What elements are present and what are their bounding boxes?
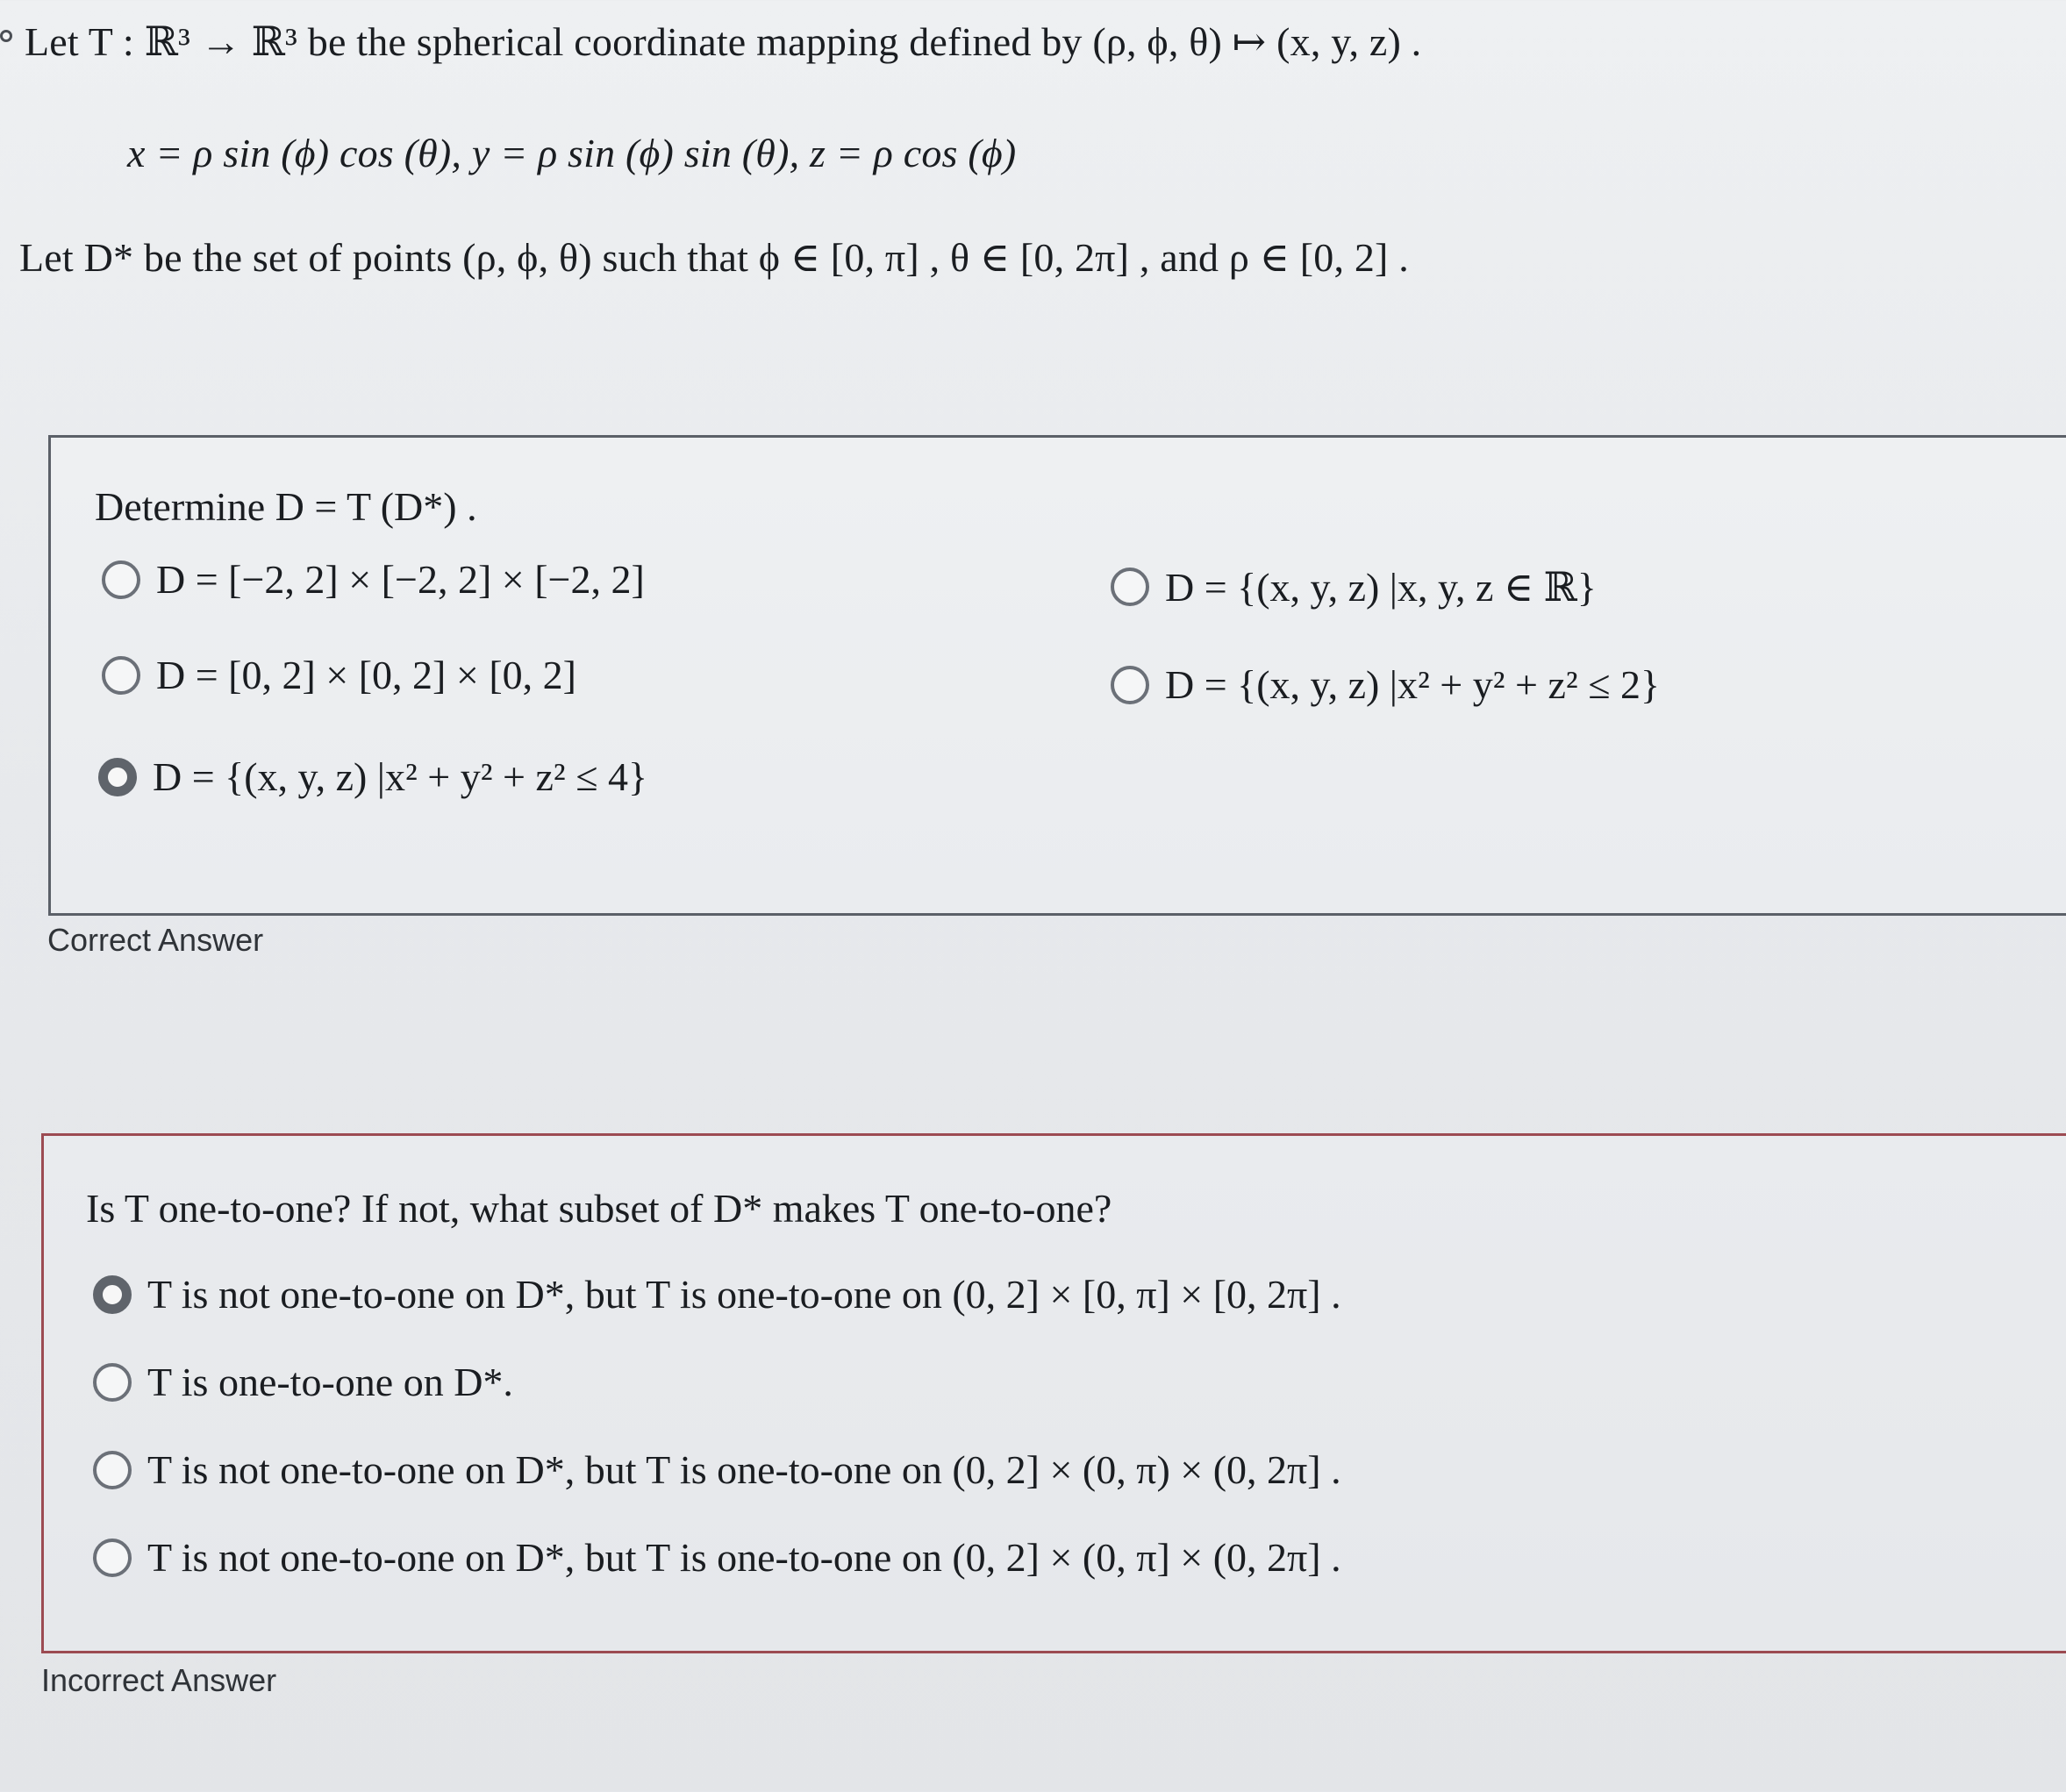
q2-option-4-label: T is not one-to-one on D*, but T is one-to-one on (0, 2] × (0, π] × (0, 2π] . [147,1535,1341,1580]
radio-button[interactable] [102,560,140,599]
radio-button-selected[interactable] [93,1275,132,1314]
q1-option-5-label: D = {(x, y, z) |x² + y² + z² ≤ 4} [153,754,648,799]
q1-option-3[interactable] [102,652,576,698]
q2-option-4[interactable] [93,1534,1341,1581]
intro-line-equations: x = ρ sin (ϕ) cos (θ), y = ρ sin (ϕ) sin (θ), z = ρ cos (ϕ) [127,131,1017,175]
q2-option-2[interactable] [93,1359,513,1405]
q2-option-3-label: T is not one-to-one on D*, but T is one-to-one on (0, 2] × (0, π) × (0, 2π] . [147,1447,1341,1492]
intro-line-domain: Let D* be the set of points (ρ, ϕ, θ) such that ϕ ∈ [0, π] , θ ∈ [0, 2π] , and ρ ∈ [0, 2] . [19,235,1409,280]
q1-option-4[interactable] [1111,661,1660,708]
radio-button[interactable] [102,656,140,695]
q1-option-3-label: D = [0, 2] × [0, 2] × [0, 2] [156,653,576,697]
problem-intro [0,0,2066,316]
q1-option-1[interactable] [102,556,645,603]
radio-button[interactable] [1111,666,1149,704]
question-1-panel [48,435,2066,916]
bullet-icon [0,30,12,42]
question-2-prompt: Is T one-to-one? If not, what subset of D* makes T one-to-one? [86,1186,1112,1231]
intro-line-mapping: Let T : ℝ³ → ℝ³ be the spherical coordinate mapping defined by (ρ, ϕ, θ) ↦ (x, y, z) . [25,19,1422,64]
radio-button[interactable] [1111,568,1149,606]
q1-option-4-label: D = {(x, y, z) |x² + y² + z² ≤ 2} [1165,662,1661,707]
q1-option-1-label: D = [−2, 2] × [−2, 2] × [−2, 2] [156,557,645,602]
radio-button-selected[interactable] [98,758,137,796]
q1-option-2-label: D = {(x, y, z) |x, y, z ∈ ℝ} [1165,565,1597,610]
radio-button[interactable] [93,1451,132,1489]
radio-button[interactable] [93,1363,132,1402]
feedback-incorrect: Incorrect Answer [41,1662,277,1698]
question-1-prompt: Determine D = T (D*) . [95,484,477,529]
q1-option-2[interactable] [1111,563,1597,610]
q2-option-2-label: T is one-to-one on D*. [147,1360,513,1404]
question-2-panel [41,1133,2066,1653]
q2-option-1-label: T is not one-to-one on D*, but T is one-to-one on (0, 2] × [0, π] × [0, 2π] . [147,1272,1341,1317]
q2-option-1[interactable] [93,1271,1341,1317]
q2-option-3[interactable] [93,1446,1341,1493]
radio-button[interactable] [93,1539,132,1577]
q1-option-5[interactable] [98,753,647,800]
feedback-correct: Correct Answer [47,922,264,958]
